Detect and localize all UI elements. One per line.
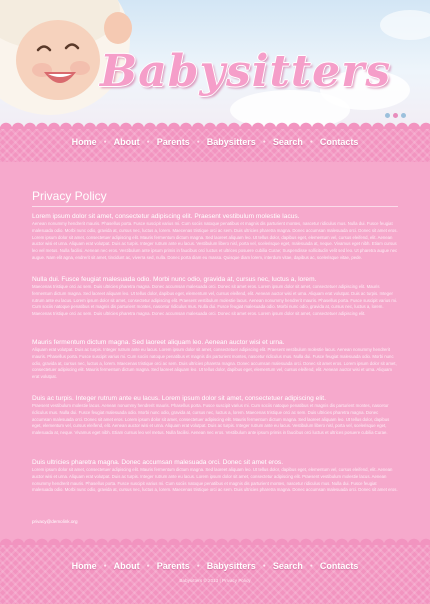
slider-dot[interactable] (385, 113, 390, 118)
nav-babysitters[interactable]: Babysitters (206, 137, 256, 147)
scallop-edge (0, 535, 430, 545)
slider-dots[interactable] (385, 113, 406, 118)
nav-separator: ● (262, 139, 266, 145)
nav-separator: ● (309, 139, 313, 145)
nav-separator: ● (309, 563, 313, 569)
footer-nav (0, 561, 430, 571)
main-nav-bar (0, 128, 430, 162)
section-body: Maecenas tristique orci ac sem. Duis ultricies pharetra magna. Donec accumsan malesuada orci. Donec sit amet eros. Lorem ipsum dolor sit amet, consectetuer adipiscing elit. Mauris fermentum dictum magna. Sed laoreet aliquam leo. Ut tellus dolor, dapibus eget, elementum vel, cursus eleifend, elit. Aenean auctor wisi et urna. Aliquam erat volutpat. Duis ac turpis. Integer rutrum ante eu lacus. Lorem ipsum dolor sit amet, consectetur adipiscing elit. Praesent vestibulum molestie lacus. Aenean nonummy hendrerit mauris. Phasellus porta. Fusce suscipit varius mi. Cum sociis natoque penatibus et magnis dis parturient montes, nascetur ridiculus mus. Nulla dui. Fusce feugiat malesuada odio. Morbi nunc odio, gravida at, cursus nec, luctus a, lorem. Maecenas tristique orci ac sem. Duis ultricies pharetra magna. Donec accumsan malesuada orci. Donec sit amet eros. Lorem ipsum dolor sit amet, consectetuer adipiscing elit. (32, 284, 398, 317)
section-heading: Mauris fermentum dictum magna. Sed laoreet aliquam leo. Aenean auctor wisi et urna. (32, 339, 285, 346)
section-heading: Duis ac turpis. Integer rutrum ante eu lacus. Lorem ipsum dolor sit amet, consectetuer adipiscing elit. (32, 395, 326, 402)
footer (0, 544, 430, 604)
section-body: Praesent vestibulum molestie lacus. Aenean nonummy hendrerit mauris. Phasellus porta. Fusce suscipit varius mi. Cum sociis natoque penatibus et magnis dis parturient montes, nascetur ridiculus mus. Nulla dui. Fusce feugiat malesuada odio. Morbi nunc odio, gravida at, cursus nec, luctus a, lorem. Maecenas tristique orci ac sem. Duis ultricies pharetra magna. Donec accumsan malesuada orci. Donec sit amet eros. Lorem ipsum dolor sit amet, consectetuer adipiscing elit. Mauris fermentum dictum magna. Sed laoreet aliquam leo. Ut tellus dolor, dapibus eget, elementum vel, cursus eleifend, elit. Aenean auctor wisi et urna. Aliquam erat volutpat. Duis ac turpis. Integer rutrum ante eu lacus. Vestibulum libero nisl, porta vel, scelerisque eget, malesuada at, neque. Vivamus eget nibh. Etiam cursus leo vel metus. Nulla facilisi. Aenean nec eros. Vestibulum ante ipsum primis in faucibus orci luctus et ultrices posuere cubilia Curae. (32, 403, 390, 436)
section-heading: Nulla dui. Fusce feugiat malesuada odio. Morbi nunc odio, gravida at, cursus nec, luctus a, lorem. (32, 276, 317, 283)
nav-contacts[interactable]: Contacts (319, 137, 359, 147)
footer-nav-search[interactable]: Search (272, 561, 303, 571)
nav-about[interactable]: About (113, 137, 140, 147)
policy-section (32, 339, 398, 388)
nav-separator: ● (196, 139, 200, 145)
section-heading: Lorem ipsum dolor sit amet, consectetur adipiscing elit. Praesent vestibulum molestie lacus. (32, 213, 300, 220)
main-nav (0, 137, 430, 147)
nav-separator: ● (103, 139, 107, 145)
nav-search[interactable]: Search (272, 137, 303, 147)
contact-email-link[interactable]: privacy@demolink.org (32, 519, 78, 524)
nav-home[interactable]: Home (71, 137, 97, 147)
policy-section (32, 276, 398, 325)
footer-nav-contacts[interactable]: Contacts (319, 561, 359, 571)
page-title: Privacy Policy (32, 189, 107, 203)
footer-nav-home[interactable]: Home (71, 561, 97, 571)
main-content (0, 163, 430, 544)
nav-separator: ● (262, 563, 266, 569)
section-body: Lorem ipsum dolor sit amet, consectetuer adipiscing elit. Mauris fermentum dictum magna. Sed laoreet aliquam leo. Ut tellus dolor, dapibus eget, elementum vel, cursus eleifend, elit. Aenean auctor wisi et urna. Aliquam erat volutpat. Duis ac turpis. Integer rutrum ante eu lacus. Lorem ipsum dolor sit amet, consectetur adipiscing elit. Praesent vestibulum molestie lacus. Aenean nonummy hendrerit mauris. Phasellus porta. Fusce suscipit varius mi. Cum sociis natoque penatibus et magnis dis parturient montes, nascetur ridiculus mus. Nulla dui. Fusce feugiat malesuada odio. Morbi nunc odio, gravida at, cursus nec, luctus a, lorem. Maecenas tristique orci ac sem. Duis ultricies pharetra magna. Donec accumsan malesuada orci. Donec sit amet eros. (32, 467, 398, 493)
nav-separator: ● (146, 563, 150, 569)
policy-section (32, 395, 398, 444)
section-body: Aliquam erat volutpat. Duis ac turpis. Integer rutrum ante eu lacus. Lorem ipsum dolor sit amet, consectetuer adipiscing elit. Praesent vestibulum molestie lacus. Aenean nonummy hendrerit mauris. Phasellus porta. Fusce suscipit varius mi. Cum sociis natoque penatibus et magnis dis parturient montes, nascetur ridiculus mus. Nulla dui. Fusce feugiat malesuada odio. Morbi nunc odio, gravida at, cursus nec, luctus a, lorem. Maecenas tristique orci ac sem. Duis ultricies pharetra magna. Donec accumsan malesuada orci. Donec sit amet eros. Lorem ipsum dolor sit amet, consectetuer adipiscing elit. Mauris fermentum dictum magna. Sed laoreet aliquam leo. Ut tellus dolor, dapibus eget, elementum vel, cursus eleifend, elit. Aenean auctor wisi et urna. Aliquam erat volutpat. (32, 347, 397, 380)
slider-dot[interactable] (401, 113, 406, 118)
footer-nav-about[interactable]: About (113, 561, 140, 571)
footer-nav-babysitters[interactable]: Babysitters (206, 561, 256, 571)
nav-separator: ● (146, 139, 150, 145)
section-body: Aenean nonummy hendrerit mauris. Phasellus porta. Fusce suscipit varius mi. Cum sociis natoque penatibus et magnis dis parturient montes, nascetur ridiculus mus. Nulla dui. Fusce feugiat malesuada odio. Morbi nunc odio, gravida at, cursus nec, luctus a, lorem. Maecenas tristique orci ac sem. Duis ultricies pharetra magna. Donec accumsan malesuada orci. Donec sit amet eros. Lorem ipsum dolor sit amet, consectetuer adipiscing elit. Mauris fermentum dictum magna. Sed laoreet aliquam leo. Ut tellus dolor, dapibus eget, elementum vel, cursus eleifend, elit. Aenean auctor wisi et urna. Aliquam erat volutpat. Duis ac turpis. Integer rutrum ante eu lacus. Vestibulum libero nisl, porta vel, scelerisque eget, malesuada at, neque. Vivamus eget nibh. Etiam cursus leo vel metus. Nulla facilisi. Aenean nec eros. Vestibulum ante ipsum primis in faucibus orci luctus et ultrices posuere cubilia Curae; Suspendisse sollicitudin velit sed leo. Ut pharetra augue nec augue. Nam elit agna, endrerit sit amet, tincidunt ac, viverra sed, nulla. Donec porta diam eu massa. Quisque diam lorem, interdum vitae, dapibus ac, scelerisque vitae, pede. (32, 221, 398, 260)
policy-section (32, 459, 398, 508)
site-logo[interactable]: Babysitters (100, 46, 392, 97)
footer-nav-parents[interactable]: Parents (156, 561, 190, 571)
slider-dot-active[interactable] (393, 113, 398, 118)
policy-section (32, 213, 398, 262)
copyright: Babysitters © 2013 | Privacy Policy (179, 578, 251, 583)
nav-separator: ● (196, 563, 200, 569)
scallop-edge (0, 119, 430, 129)
section-heading: Duis ultricies pharetra magna. Donec accumsan malesuada orci. Donec sit amet eros. (32, 459, 284, 466)
cloud-decoration (380, 10, 430, 40)
nav-parents[interactable]: Parents (156, 137, 190, 147)
title-divider (32, 206, 398, 207)
nav-separator: ● (103, 563, 107, 569)
